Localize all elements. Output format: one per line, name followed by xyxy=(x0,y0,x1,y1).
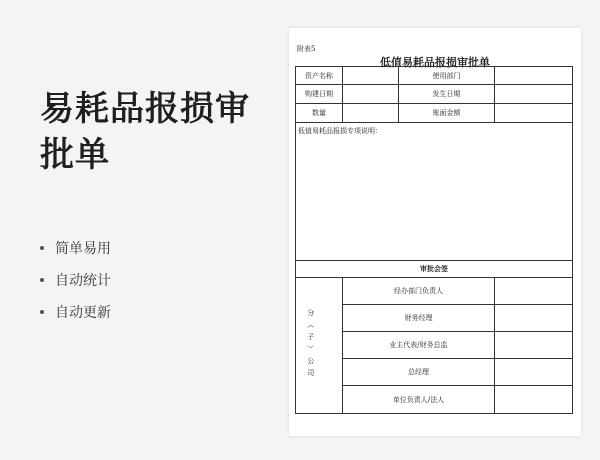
approver-label: 单位负责人/法人 xyxy=(343,386,495,414)
bullet-icon xyxy=(40,310,44,314)
purchase-date-label: 购建日期 xyxy=(296,85,343,104)
feature-item xyxy=(40,264,111,296)
book-amount-label: 账面金额 xyxy=(399,104,495,123)
purchase-date-value xyxy=(343,85,399,104)
approver-sign-cell xyxy=(495,278,573,305)
approver-label: 财务经理 xyxy=(343,305,495,332)
use-dept-value xyxy=(495,67,573,85)
branch-label-cell xyxy=(296,278,326,414)
asset-name-label: 资产名称 xyxy=(296,67,343,85)
approver-sign-cell xyxy=(495,305,573,332)
feature-label: 简单易用 xyxy=(55,241,111,257)
promo-title: 易耗品报损审批单 xyxy=(40,89,250,175)
asset-name-value xyxy=(343,67,399,85)
attachment-label: 附表5 xyxy=(297,45,316,53)
explanation-row xyxy=(296,123,573,261)
occur-date-value xyxy=(495,85,573,104)
approver-label: 总经理 xyxy=(343,359,495,386)
form-document-preview xyxy=(289,28,581,436)
feature-item xyxy=(40,296,111,328)
feature-list xyxy=(40,232,111,328)
spacer-cell xyxy=(326,278,343,414)
form-title: 低值易耗品报损审批单 xyxy=(380,56,490,69)
use-dept-label: 使用部门 xyxy=(399,67,495,85)
quantity-label: 数量 xyxy=(296,104,343,123)
approver-sign-cell xyxy=(495,359,573,386)
approver-sign-cell xyxy=(495,386,573,414)
approver-label: 经办部门负责人 xyxy=(343,278,495,305)
approver-label: 业主代表/财务总监 xyxy=(343,332,495,359)
approver-sign-cell xyxy=(495,332,573,359)
book-amount-value xyxy=(495,104,573,123)
feature-item xyxy=(40,232,111,264)
bullet-icon xyxy=(40,278,44,282)
quantity-value xyxy=(343,104,399,123)
approval-header-row xyxy=(296,261,573,278)
approval-row xyxy=(296,278,573,305)
branch-label: 分（子）公司 xyxy=(306,308,315,381)
form-row xyxy=(296,104,573,123)
bullet-icon xyxy=(40,246,44,250)
approval-header: 审批会签 xyxy=(296,261,573,278)
feature-label: 自动统计 xyxy=(55,273,111,289)
form-table xyxy=(295,66,573,414)
promo-panel xyxy=(40,86,270,178)
feature-label: 自动更新 xyxy=(55,305,111,321)
explanation-label: 低值易耗品报损专项说明： xyxy=(296,123,573,261)
occur-date-label: 发生日期 xyxy=(399,85,495,104)
form-row xyxy=(296,85,573,104)
form-row xyxy=(296,67,573,85)
